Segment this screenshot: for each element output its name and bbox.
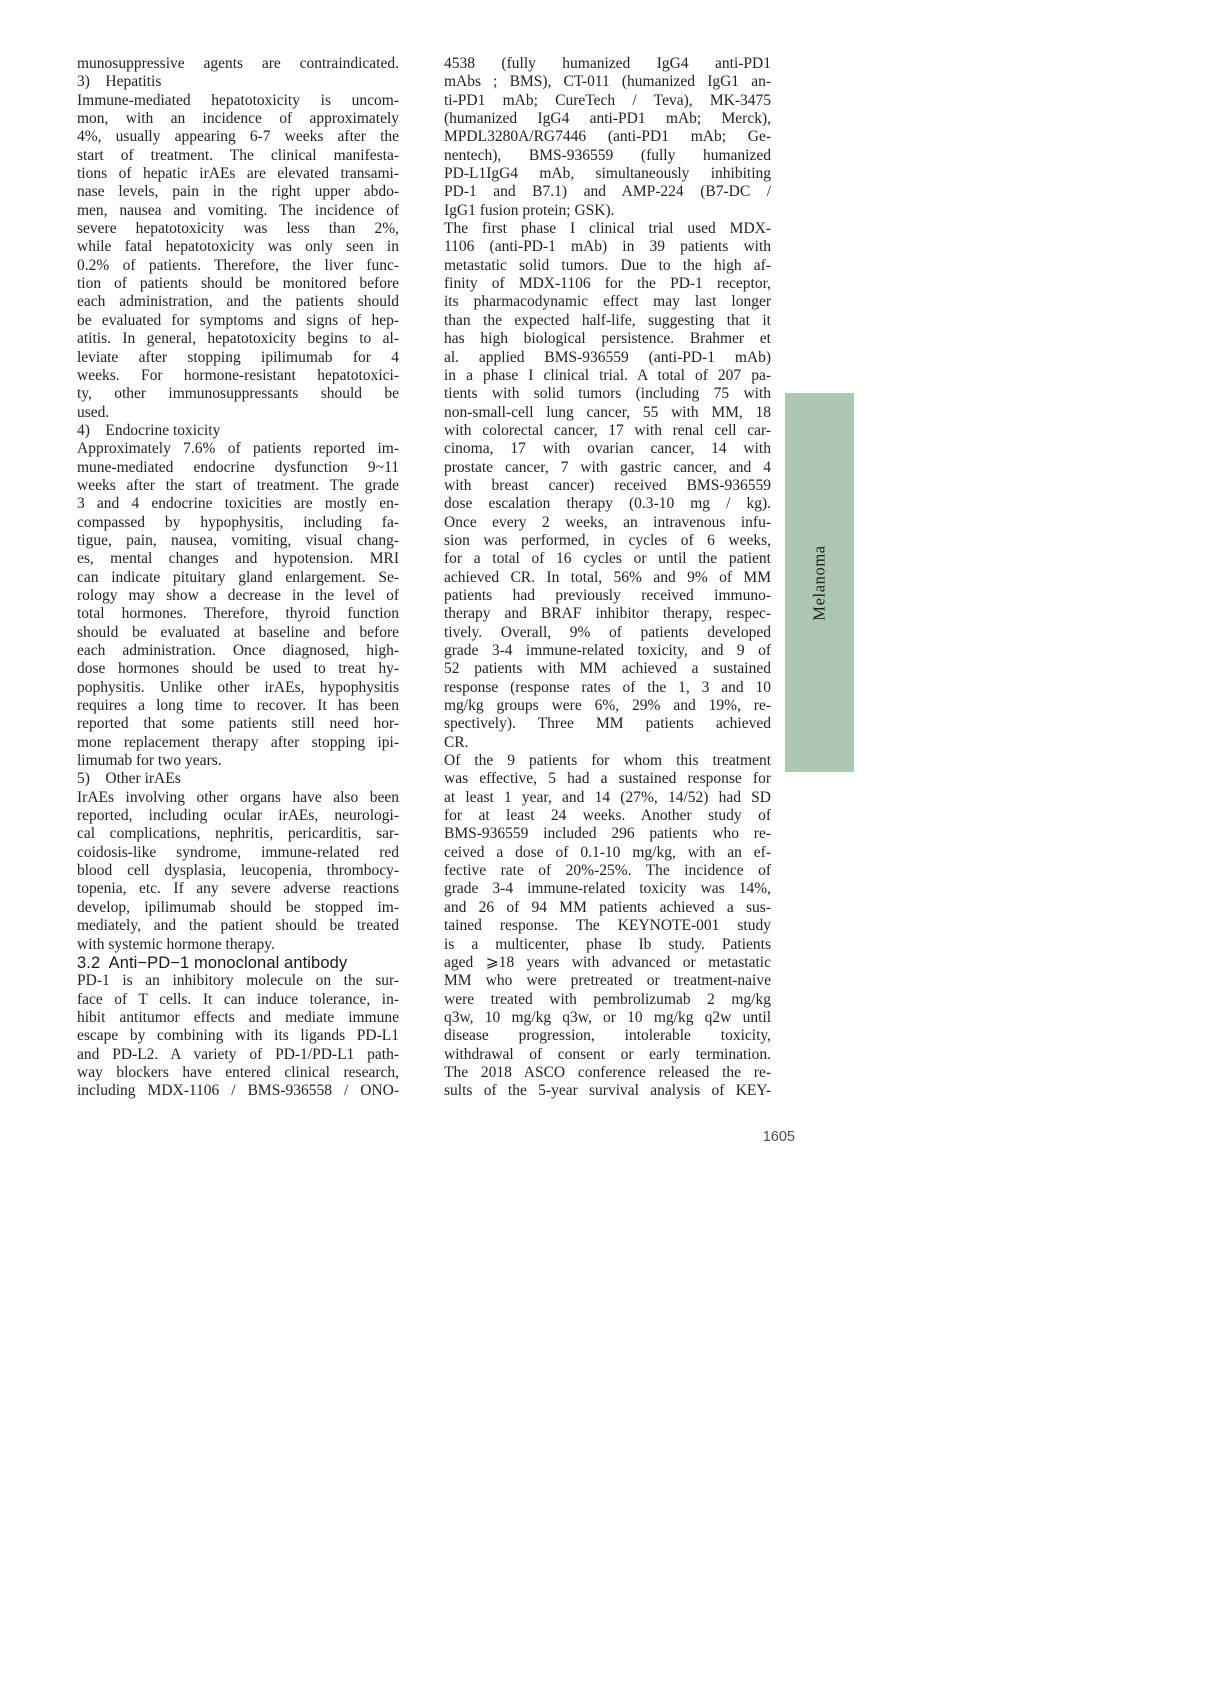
- text-line: al. applied BMS-936559 (anti-PD-1 mAb): [444, 348, 771, 366]
- text-line: BMS-936559 included 296 patients who re-: [444, 825, 771, 843]
- text-line: grade 3-4 immune-related toxicity, and 9 of: [444, 642, 771, 659]
- text-line: q3w, 10 mg/kg q3w, or 10 mg/kg q2w until: [444, 1008, 771, 1026]
- text-line: 4%, usually appearing 6-7 weeks after the: [77, 128, 399, 146]
- text-line: and PD-L2. A variety of PD-1/PD-L1 path-: [77, 1045, 399, 1063]
- text-line: The first phase I clinical trial used MDX-: [444, 220, 771, 238]
- text-line: at least 1 year, and 14 (27%, 14/52) had SD: [444, 788, 771, 806]
- text-line: achieved CR. In total, 56% and 9% of MM: [444, 568, 771, 586]
- text-line: The 2018 ASCO conference released the re-: [444, 1063, 771, 1081]
- text-line: men, nausea and vomiting. The incidence of: [77, 201, 399, 219]
- text-line: mg/kg groups were 6%, 29% and 19%, re-: [444, 697, 771, 715]
- text-line: and 26 of 94 MM patients achieved a sus-: [444, 898, 771, 916]
- text-line: cal complications, nephritis, pericarditis, sar-: [77, 825, 399, 843]
- text-line: MM who were pretreated or treatment-naive: [444, 972, 771, 990]
- list-item-heading: 3) Hepatitis: [77, 73, 162, 91]
- list-item-heading: 4) Endocrine toxicity: [77, 421, 221, 439]
- text-line: tigue, pain, nausea, vomiting, visual chang-: [77, 531, 399, 549]
- text-line: pophysitis. Unlike other irAEs, hypophysitis: [77, 678, 399, 696]
- text-line: hibit antitumor effects and mediate immune: [77, 1008, 399, 1026]
- text-line: sion was performed, in cycles of 6 weeks,: [444, 531, 771, 549]
- text-line: IrAEs involving other organs have also been: [77, 788, 399, 806]
- text-line: severe hepatotoxicity was less than 2%,: [77, 220, 399, 238]
- text-line: withdrawal of consent or early termination.: [444, 1045, 771, 1063]
- text-line: ti-PD1 mAb; CureTech / Teva), MK-3475: [444, 91, 771, 109]
- text-line: while fatal hepatotoxicity was only seen in: [77, 238, 399, 256]
- page-number: 1605: [762, 1129, 795, 1145]
- text-line: rology may show a decrease in the level of: [77, 586, 399, 604]
- text-line: ty, other immunosuppressants should be: [77, 385, 399, 403]
- text-line: non-small-cell lung cancer, 55 with MM, 18: [444, 403, 771, 421]
- side-tab-label: Melanoma: [809, 544, 829, 621]
- text-line: therapy and BRAF inhibitor therapy, respec-: [444, 605, 771, 623]
- text-line: PD-1 is an inhibitory molecule on the sur-: [77, 972, 399, 990]
- left-text-column: [77, 55, 399, 1101]
- text-line: cinoma, 17 with ovarian cancer, 14 with: [444, 440, 771, 458]
- text-line: 0.2% of patients. Therefore, the liver func-: [77, 256, 399, 274]
- text-line: mediately, and the patient should be treated: [77, 917, 399, 935]
- text-line: (humanized IgG4 anti-PD1 mAb; Merck),: [444, 110, 771, 128]
- text-line: MPDL3280A/RG7446 (anti-PD1 mAb; Ge-: [444, 128, 771, 146]
- text-line: requires a long time to recover. It has been: [77, 697, 399, 715]
- text-line: with colorectal cancer, 17 with renal cell car-: [444, 421, 771, 439]
- text-line: than the expected half-life, suggesting that it: [444, 311, 771, 329]
- text-line: way blockers have entered clinical research,: [77, 1063, 399, 1081]
- right-text-column: [444, 55, 771, 1101]
- text-line: in a phase I clinical trial. A total of 207 pa-: [444, 366, 771, 384]
- text-line: mAbs ; BMS), CT-011 (humanized IgG1 an-: [444, 73, 771, 91]
- text-line: including MDX-1106 / BMS-936558 / ONO-: [77, 1082, 399, 1100]
- text-line: reported, including ocular irAEs, neurologi-: [77, 807, 399, 825]
- text-line: coidosis-like syndrome, immune-related red: [77, 843, 399, 861]
- text-line: patients had previously received immuno-: [444, 586, 771, 604]
- text-line: metastatic solid tumors. Due to the high af-: [444, 256, 771, 274]
- text-line: aged ⩾18 years with advanced or metastatic: [444, 953, 771, 971]
- text-line: face of T cells. It can induce tolerance, in-: [77, 990, 399, 1008]
- text-line: is a multicenter, phase Ib study. Patients: [444, 935, 771, 953]
- text-line: Of the 9 patients for whom this treatment: [444, 752, 771, 770]
- text-line: be evaluated for symptoms and signs of hep-: [77, 311, 399, 329]
- text-line: escape by combining with its ligands PD-L1: [77, 1027, 399, 1045]
- text-line: prostate cancer, 7 with gastric cancer, and 4: [444, 458, 771, 476]
- text-line: sults of the 5-year survival analysis of KEY-: [444, 1082, 771, 1100]
- text-line: topenia, etc. If any severe adverse reactions: [77, 880, 399, 898]
- text-line: used.: [77, 403, 110, 421]
- text-line: weeks after the start of treatment. The grade: [77, 476, 399, 494]
- text-line: total hormones. Therefore, thyroid function: [77, 605, 399, 623]
- text-line: dose hormones should be used to treat hy-: [77, 660, 399, 678]
- text-line: leviate after stopping ipilimumab for 4: [77, 348, 399, 366]
- text-line: 52 patients with MM achieved a sustained: [444, 660, 771, 678]
- text-line: finity of MDX-1106 for the PD-1 receptor,: [444, 275, 771, 293]
- text-line: atitis. In general, hepatotoxicity begins to al-: [77, 330, 399, 348]
- text-line: munosuppressive agents are contraindicated.: [77, 55, 399, 72]
- text-line: develop, ipilimumab should be stopped im-: [77, 898, 399, 916]
- chapter-side-tab: [785, 393, 854, 772]
- text-line: dose escalation therapy (0.3-10 mg / kg).: [444, 495, 771, 513]
- text-line: for a total of 16 cycles or until the patient: [444, 550, 771, 568]
- text-line: were treated with pembrolizumab 2 mg/kg: [444, 990, 771, 1008]
- text-line: reported that some patients still need hor-: [77, 715, 399, 733]
- text-line: 4538 (fully humanized IgG4 anti-PD1: [444, 55, 771, 72]
- text-line: weeks. For hormone-resistant hepatotoxici-: [77, 366, 399, 384]
- text-line: blood cell dysplasia, leucopenia, thrombocy-: [77, 862, 399, 880]
- text-line: response (response rates of the 1, 3 and 10: [444, 678, 771, 696]
- text-line: mon, with an incidence of approximately: [77, 110, 399, 128]
- text-line: each administration, and the patients should: [77, 293, 399, 311]
- text-line: with systemic hormone therapy.: [77, 935, 275, 953]
- text-line: mune-mediated endocrine dysfunction 9~11: [77, 458, 399, 476]
- text-line: tients with solid tumors (including 75 with: [444, 385, 771, 403]
- text-line: spectively). Three MM patients achieved: [444, 715, 771, 733]
- text-line: each administration. Once diagnosed, high-: [77, 642, 399, 659]
- text-line: 3 and 4 endocrine toxicities are mostly en-: [77, 495, 399, 513]
- text-line: Immune-mediated hepatotoxicity is uncom-: [77, 91, 399, 109]
- text-line: compassed by hypophysitis, including fa-: [77, 513, 399, 531]
- text-line: with breast cancer) received BMS-936559: [444, 476, 771, 494]
- text-line: nase levels, pain in the right upper abdo-: [77, 183, 399, 201]
- text-line: for at least 24 weeks. Another study of: [444, 807, 771, 825]
- text-line: should be evaluated at baseline and before: [77, 623, 399, 641]
- text-line: Approximately 7.6% of patients reported im-: [77, 440, 399, 458]
- text-line: tively. Overall, 9% of patients developed: [444, 623, 771, 641]
- text-line: its pharmacodynamic effect may last longer: [444, 293, 771, 311]
- text-line: PD-1 and B7.1) and AMP-224 (B7-DC /: [444, 183, 771, 201]
- text-line: 1106 (anti-PD-1 mAb) in 39 patients with: [444, 238, 771, 256]
- text-line: es, mental changes and hypotension. MRI: [77, 550, 399, 568]
- text-line: tion of patients should be monitored before: [77, 275, 399, 293]
- section-heading: 3.2 Anti−PD−1 monoclonal antibody: [77, 953, 348, 972]
- text-line: fective rate of 20%-25%. The incidence of: [444, 862, 771, 880]
- text-line: grade 3-4 immune-related toxicity was 14%,: [444, 880, 771, 898]
- text-line: has high biological persistence. Brahmer et: [444, 330, 771, 348]
- text-line: ceived a dose of 0.1-10 mg/kg, with an ef-: [444, 843, 771, 861]
- text-line: was effective, 5 had a sustained response for: [444, 770, 771, 788]
- text-line: mone replacement therapy after stopping ipi-: [77, 733, 399, 751]
- list-item-heading: 5) Other irAEs: [77, 770, 181, 788]
- text-line: tions of hepatic irAEs are elevated transami-: [77, 165, 399, 183]
- text-line: disease progression, intolerable toxicity,: [444, 1027, 771, 1045]
- text-line: Once every 2 weeks, an intravenous infu-: [444, 513, 771, 531]
- text-line: tained response. The KEYNOTE-001 study: [444, 917, 771, 935]
- text-line: start of treatment. The clinical manifesta-: [77, 146, 399, 164]
- text-line: nentech), BMS-936559 (fully humanized: [444, 146, 771, 164]
- text-line: limumab for two years.: [77, 752, 222, 770]
- text-line: CR.: [444, 733, 469, 751]
- text-line: can indicate pituitary gland enlargement. Se-: [77, 568, 399, 586]
- text-line: IgG1 fusion protein; GSK).: [444, 201, 615, 219]
- text-line: PD-L1IgG4 mAb, simultaneously inhibiting: [444, 165, 771, 183]
